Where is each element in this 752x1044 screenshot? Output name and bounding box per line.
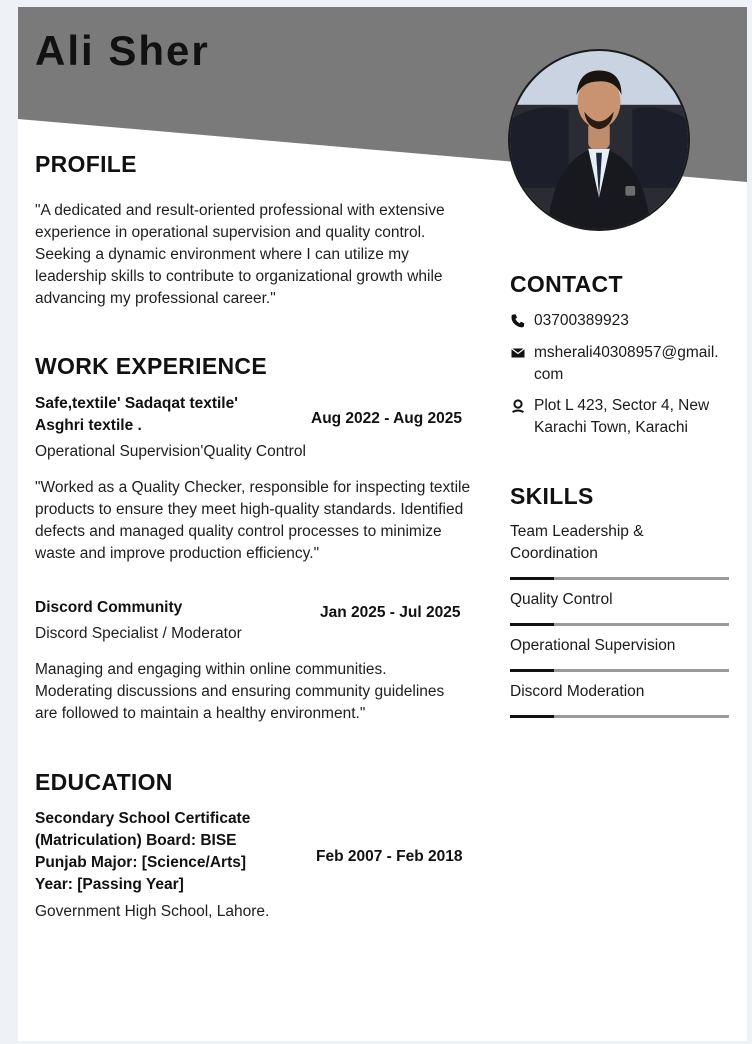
skill-label: Discord Moderation: [510, 683, 645, 700]
job-description: Managing and engaging within online communities. Moderating discussions and ensuring community guidelines are followed to maintain a healthy environment.": [35, 661, 445, 722]
skill-bar-fill: [510, 715, 554, 718]
skill-bar-fill: [510, 669, 554, 672]
contact-phone: [510, 310, 725, 332]
education-degree: Secondary School Certificate (Matriculation) Board: BISE Punjab Major: [Science/Arts] Year: [Passing Year]: [35, 810, 251, 893]
contact-email: [510, 342, 725, 386]
resume-page: [18, 7, 747, 1041]
skill-item: [510, 589, 730, 629]
job-role: Discord Specialist / Moderator: [35, 625, 242, 642]
education-dates: Feb 2007 - Feb 2018: [316, 848, 463, 865]
skill-bar: [510, 715, 729, 718]
contact-heading: CONTACT: [510, 271, 623, 297]
skill-bar-fill: [510, 577, 554, 580]
skill-label: Quality Control: [510, 591, 613, 608]
skill-bar: [510, 577, 729, 580]
email-icon: [510, 345, 526, 361]
job-dates: Aug 2022 - Aug 2025: [311, 410, 463, 427]
portrait-image: [510, 51, 688, 229]
job-dates: Jan 2025 - Jul 2025: [320, 604, 461, 621]
job-company: Discord Community: [35, 599, 183, 616]
skills-heading: SKILLS: [510, 483, 594, 509]
candidate-name: Ali Sher: [35, 27, 210, 74]
skill-item: [510, 521, 730, 581]
street-address: Plot L 423, Sector 4, New Karachi Town, Karachi: [534, 397, 710, 436]
skill-label: Operational Supervision: [510, 637, 676, 654]
profile-photo: [508, 49, 690, 231]
education-school: Government High School, Lahore.: [35, 903, 270, 920]
skill-label: Team Leadership & Coordination: [510, 523, 644, 562]
phone-icon: [510, 313, 526, 329]
job-role: Operational Supervision'Quality Control: [35, 443, 306, 460]
skill-bar-fill: [510, 623, 554, 626]
profile-summary: "A dedicated and result-oriented professional with extensive experience in operational supervision and quality control. Seeking a dynamic environment where I can utilize my leadership skills to contribute to organizational growth while advancing my professional career.": [35, 202, 445, 307]
education-heading: EDUCATION: [35, 769, 173, 795]
phone-number[interactable]: 03700389923: [534, 312, 629, 329]
job-description: "Worked as a Quality Checker, responsible for inspecting textile products to ensure they meet high-quality standards. Identified defects and managed quality control processes to minimize waste and improve production efficiency.": [35, 479, 471, 562]
contact-address: [510, 395, 725, 461]
skill-item: [510, 681, 730, 721]
work-experience-heading: WORK EXPERIENCE: [35, 353, 267, 379]
skill-bar: [510, 623, 729, 626]
job-company: Safe,textile' Sadaqat textile' Asghri textile .: [35, 395, 238, 434]
email-address[interactable]: msherali40308957@gmail.com: [534, 344, 719, 383]
profile-heading: PROFILE: [35, 151, 137, 177]
skill-item: [510, 635, 730, 675]
location-icon: [510, 398, 526, 414]
skill-bar: [510, 669, 729, 672]
